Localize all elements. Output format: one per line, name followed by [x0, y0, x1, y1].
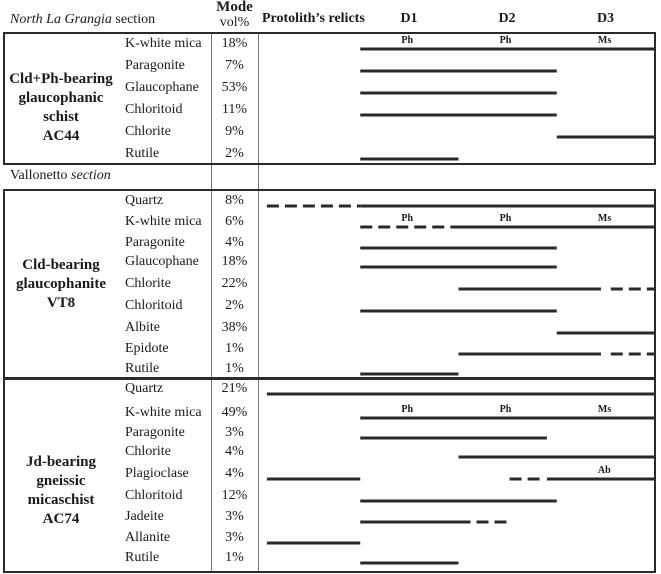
mineral-mode: 3%: [225, 425, 244, 440]
section-name: North La Grangia: [10, 12, 112, 27]
column-header-protolith: Protolith’s relicts: [262, 11, 365, 26]
mineral-name: Chloritoid: [125, 298, 183, 313]
mineral-name: Paragonite: [125, 235, 185, 250]
mineral-name: Albite: [125, 320, 160, 335]
phase-label: Ph: [401, 35, 414, 46]
mineral-name: Chlorite: [125, 444, 171, 459]
phase-label: Ms: [597, 35, 612, 46]
mineral-mode: 18%: [221, 254, 248, 269]
mineral-mode: 7%: [225, 58, 244, 73]
mineral-name: Jadeite: [125, 509, 164, 524]
mineral-mode: 1%: [225, 550, 244, 565]
mineral-mode: 18%: [221, 36, 248, 51]
mineral-mode: 21%: [221, 381, 248, 396]
mineral-mode: 2%: [225, 146, 244, 161]
phase-label: Ph: [499, 35, 512, 46]
mineral-name: Chloritoid: [125, 102, 183, 117]
mineral-mode: 49%: [221, 405, 248, 420]
mode-unit: vol%: [219, 15, 250, 30]
mineral-mode: 1%: [225, 341, 244, 356]
sample-name-line: Cld+Ph-bearing: [9, 71, 113, 87]
mode-title: Mode: [216, 0, 253, 15]
mineral-name: K-white mica: [125, 405, 202, 420]
mineral-mode: 38%: [221, 320, 248, 335]
column-header-d1: D1: [400, 11, 418, 26]
sample-name-line: VT8: [46, 295, 76, 311]
sample-name-line: Jd-bearing: [25, 454, 96, 470]
phase-label: Ab: [597, 465, 611, 476]
sample-name-line: schist: [43, 109, 79, 125]
section-suffix: section: [71, 168, 111, 183]
sample-name-line: gneissic: [36, 473, 86, 489]
mineral-name: Glaucophane: [125, 254, 199, 269]
mineral-name: Allanite: [125, 530, 171, 545]
mineral-mode: 53%: [221, 80, 248, 95]
mineral-mode: 3%: [225, 509, 244, 524]
mineral-name: Chlorite: [125, 124, 171, 139]
mineral-name: Plagioclase: [125, 466, 189, 481]
mineral-name: K-white mica: [125, 36, 202, 51]
mineral-name: Rutile: [125, 361, 160, 376]
mineral-mode: 12%: [221, 488, 248, 503]
phase-label: Ph: [499, 404, 512, 415]
mineral-mode: 6%: [225, 214, 244, 229]
mineral-mode: 4%: [225, 235, 244, 250]
mineral-name: Chloritoid: [125, 488, 183, 503]
sample-name-line: Cld-bearing: [22, 257, 100, 273]
sample-name-line: AC44: [42, 128, 80, 144]
mineral-mode: 22%: [221, 276, 248, 291]
phase-label: Ph: [401, 213, 414, 224]
mineral-mode: 2%: [225, 298, 244, 313]
mineral-mode: 4%: [225, 466, 244, 481]
mineral-name: Rutile: [125, 550, 160, 565]
section-name: Vallonetto: [10, 168, 72, 183]
mineral-name: K-white mica: [125, 214, 202, 229]
mineral-mode: 8%: [225, 193, 244, 208]
mineral-mode: 1%: [225, 361, 244, 376]
mineral-mode: 9%: [225, 124, 244, 139]
sample-name-line: glaucophanite: [15, 276, 106, 292]
phase-label: Ms: [597, 213, 612, 224]
mineral-mode: 3%: [225, 530, 244, 545]
phase-label: Ph: [499, 213, 512, 224]
mineral-name: Quartz: [125, 193, 164, 208]
sample-name-line: micaschist: [27, 492, 95, 508]
mineral-name: Paragonite: [125, 425, 185, 440]
mineral-name: Epidote: [125, 341, 169, 356]
phase-label: Ph: [401, 404, 414, 415]
mineral-name: Quartz: [125, 381, 164, 396]
mineral-mode: 4%: [225, 444, 244, 459]
mineral-name: Rutile: [125, 146, 160, 161]
mineral-mode: 11%: [221, 102, 248, 117]
section-suffix: section: [111, 12, 156, 27]
column-header-d2: D2: [498, 11, 516, 26]
column-header-d3: D3: [596, 11, 615, 26]
sample-name-line: glaucophanic: [18, 90, 104, 106]
mineral-name: Glaucophane: [125, 80, 199, 95]
mineral-name: Chlorite: [125, 276, 171, 291]
phase-label: Ms: [597, 404, 612, 415]
sample-name-line: AC74: [42, 511, 80, 527]
mineral-name: Paragonite: [125, 58, 185, 73]
